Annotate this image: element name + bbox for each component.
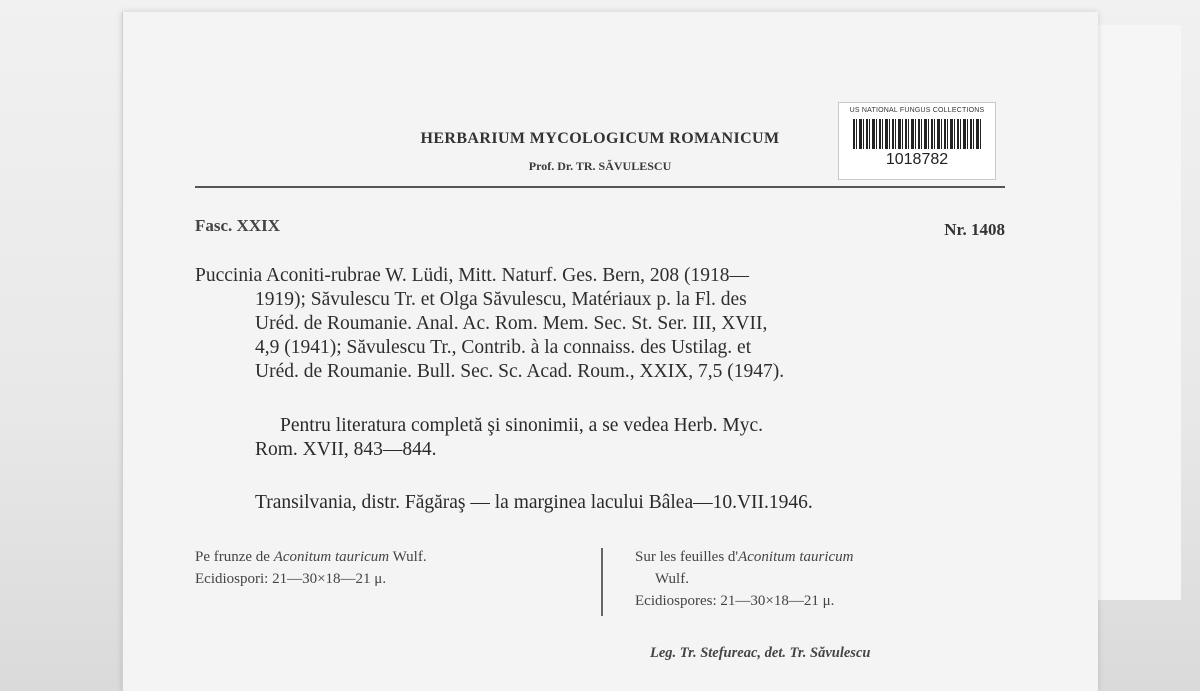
- barcode-caption: US NATIONAL FUNGUS COLLECTIONS: [849, 107, 985, 114]
- host-french: [635, 546, 1015, 612]
- species-citation: [195, 264, 1005, 384]
- host-name: Aconitum tauricum: [738, 549, 854, 565]
- host-prefix: Pe frunze de: [195, 549, 274, 565]
- barcode-label: [838, 102, 996, 180]
- literature-line: Pentru literatura completă şi sinonimii, a se vedea Herb. Myc.: [280, 415, 764, 436]
- herbarium-title: HERBARIUM MYCOLOGICUM ROMANICUM: [420, 130, 780, 147]
- host-suffix: Wulf.: [655, 571, 689, 587]
- collector-determiner: Leg. Tr. Stefureac, det. Tr. Săvulescu: [650, 645, 871, 661]
- spore-measurements-ro: Ecidiospori: 21—30×18—21 μ.: [195, 571, 387, 587]
- host-suffix: Wulf.: [389, 549, 427, 565]
- literature-line: Rom. XVII, 843—844.: [255, 439, 437, 460]
- citation-line: 1919); Săvulescu Tr. et Olga Săvulescu, Matériaux p. la Fl. des: [255, 289, 747, 310]
- citation-line: Uréd. de Roumanie. Anal. Ac. Rom. Mem. Sec. St. Ser. III, XVII,: [255, 313, 768, 334]
- host-line-fr: [635, 546, 1015, 568]
- host-name: Aconitum tauricum: [273, 549, 390, 565]
- citation-line: 4,9 (1941); Săvulescu Tr., Contrib. à la connaiss. des Ustilag. et: [255, 337, 752, 358]
- host-line-ro: [195, 546, 595, 568]
- barcode-icon: [853, 119, 981, 149]
- literature-note: [195, 414, 1005, 462]
- header-divider: [195, 186, 1005, 188]
- spore-measurements-fr: Ecidiospores: 21—30×18—21 μ.: [635, 593, 835, 609]
- fascicle-number: Fasc. XXIX: [195, 216, 280, 235]
- herbarium-subtitle: Prof. Dr. TR. SĂVULESCU: [528, 159, 672, 173]
- citation-line: Puccinia Aconiti-rubrae W. Lüdi, Mitt. Naturf. Ges. Bern, 208 (1918—: [195, 265, 750, 286]
- specimen-number: Nr. 1408: [944, 220, 1005, 239]
- host-prefix: Sur les feuilles d': [635, 549, 739, 565]
- column-divider: [601, 548, 603, 616]
- citation-line: Uréd. de Roumanie. Bull. Sec. Sc. Acad. Roum., XXIX, 7,5 (1947).: [255, 361, 785, 382]
- barcode-number: 1018782: [885, 151, 949, 168]
- host-romanian: [195, 546, 595, 590]
- locality: Transilvania, distr. Făgăraş — la marginea lacului Bâlea—10.VII.1946.: [255, 492, 813, 513]
